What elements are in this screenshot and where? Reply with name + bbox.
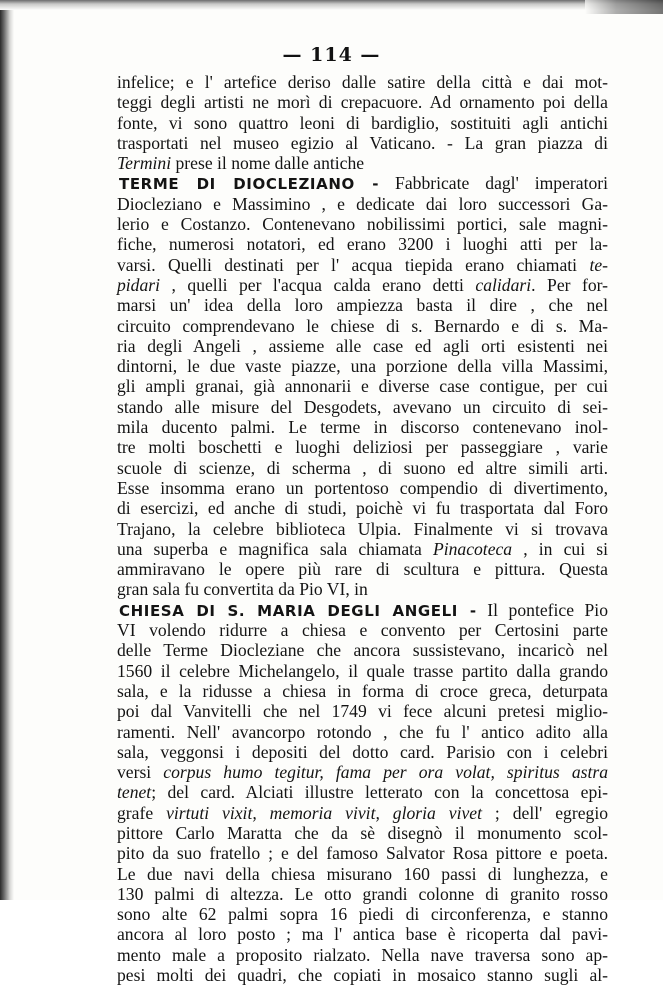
text-line: VI volendo ridurre a chiesa e convento per Certosini parte — [117, 620, 608, 641]
text-line: sono alte 62 palmi sopra 16 piedi di circonferenza, e stanno — [117, 904, 608, 925]
text-fragment: una superba e magnifica sala chiamata — [117, 538, 433, 559]
text-line: ammiravano le opere più rare di scultura e pittura. Questa — [117, 559, 608, 580]
italic-term: Termini — [117, 153, 172, 174]
text-fragment: ; dell' egregio — [481, 802, 609, 823]
page-number: — 114 — — [282, 44, 381, 66]
text-line — [117, 762, 608, 782]
text-line: ramenti. Nell' avancorpo rotondo , che fu l' antico adito alla — [117, 721, 608, 742]
text-line: gran sala fu convertita da Pio VI, in — [117, 579, 368, 600]
text-line: circuito comprendevano le chiese di s. Bernardo e di s. Ma- — [117, 315, 608, 336]
italic-quote: virtuti vixit, memoria vivit, gloria vivet — [166, 802, 482, 823]
text-line — [117, 173, 608, 193]
text-line: pittore Carlo Maratta che da sè disegnò il monumento scol- — [117, 822, 608, 843]
text-line: trasportati nel museo egizio al Vaticano. - La gran piazza di — [117, 132, 608, 153]
text-fragment: , in cui si — [512, 538, 608, 559]
italic-quote: tenet — [117, 782, 152, 803]
text-fragment: Fabbricate dagl' imperatori — [379, 173, 609, 194]
text-line — [117, 539, 608, 559]
text-line: ria degli Angeli , assieme alle case ed agli orti esistenti nei — [117, 335, 608, 356]
text-line: Le due navi della chiesa misurano 160 passi di lunghezza, e — [117, 863, 608, 884]
text-line: gli ampli granai, già annonarii e diverse case contigue, per cui — [117, 376, 608, 397]
text-line: stando alle misure del Desgodets, avevano un circuito di sei- — [117, 396, 608, 417]
italic-term: calidari — [475, 274, 532, 295]
text-fragment: Il pontefice Pio — [476, 599, 608, 620]
text-fragment: . Per for- — [531, 274, 608, 295]
section-heading-chiesa: CHIESA DI S. MARIA DEGLI ANGELI - — [119, 601, 477, 620]
text-line: delle Terme Diocleziane che ancora sussistevano, incaricò nel — [117, 640, 608, 661]
scan-corner-mark — [585, 0, 663, 14]
text-fragment: grafe — [117, 802, 167, 823]
text-line: 1560 il celebre Michelangelo, il quale trasse partito dalla grando — [117, 660, 608, 681]
italic-term: Pinacoteca — [432, 538, 513, 559]
text-line: teggi degli artisti ne morì di crepacuore. Ad ornamento poi della — [117, 92, 608, 113]
italic-term: pidari — [117, 274, 161, 295]
text-line: mento male a proposito rialzato. Nella nave traversa sono ap- — [117, 944, 608, 965]
text-fragment: versi — [117, 762, 164, 783]
text-line: pito da suo fratello ; e del famoso Salvator Rosa pittore e poeta. — [117, 843, 608, 864]
text-line: dintorni, le due vaste piazze, una porzione della villa Massimi, — [117, 356, 608, 377]
text-line — [117, 255, 608, 275]
page-top-shadow — [0, 0, 663, 10]
text-line: Diocleziano e Massimino , e dedicate dai loro successori Ga- — [117, 193, 608, 214]
text-line: infelice; e l' artefice deriso dalle satire della città e dai mot- — [117, 72, 608, 92]
text-line: lerio e Costanzo. Contenevano nobilissimi portici, sale magni- — [117, 214, 608, 235]
text-line: tre molti boschetti e luoghi deliziosi per passeggiare , varie — [117, 437, 608, 458]
text-line — [117, 275, 608, 295]
text-line: ancora al loro posto ; ma l' antica base è ricoperta dal pavi- — [117, 924, 608, 945]
section-heading-terme: TERME DI DIOCLEZIANO - — [119, 175, 380, 194]
text-fragment: prese il nome dalle antiche — [171, 153, 365, 174]
text-fragment: varsi. Quelli destinati per l' acqua tiepida erano chiamati — [117, 254, 590, 275]
text-line: 130 palmi di altezza. Le otto grandi colonne di granito rosso — [117, 883, 608, 904]
text-line: fonte, vi sono quattro leoni di bardiglio, sostituiti agli antichi — [117, 112, 608, 133]
italic-term: te- — [589, 254, 608, 275]
page-gutter-shadow — [0, 0, 14, 900]
text-line — [117, 153, 608, 173]
text-line: sala, e la ridusse a chiesa in forma di croce greca, deturpata — [117, 680, 608, 701]
text-fragment: , quelli per l'acqua calda erano detti — [160, 274, 476, 295]
text-line — [117, 803, 608, 823]
text-line: Esse insomma erano un portentoso compendio di divertimento, — [117, 477, 608, 498]
text-line: mila ducento palmi. Le terme in discorso contenevano inol- — [117, 417, 608, 438]
text-line: marsi un' idea della loro ampiezza basta il dire , che nel — [117, 295, 608, 316]
text-line: sala, veggonsi i depositi del dotto card. Parisio con i celebri — [117, 741, 608, 762]
text-fragment: ; del card. Alciati illustre letterato con la concettosa epi- — [151, 782, 608, 803]
body-text — [117, 72, 608, 985]
text-line: scuole di scienze, di scherma , di suono ed altre simili arti. — [117, 457, 608, 478]
italic-quote: corpus humo tegitur, fama per ora volat, spiritus astra — [163, 762, 608, 783]
text-line: poi dal Vanvitelli che nel 1749 vi fece alcuni pretesi miglio- — [117, 701, 608, 722]
text-line: di esercizi, ed anche di studi, poichè vi fu trasportata dal Foro — [117, 498, 608, 519]
text-line: Trajano, la celebre biblioteca Ulpia. Finalmente vi si trovava — [117, 518, 608, 539]
text-line: pesi molti dei quadri, che copiati in mosaico stanno sugli al- — [117, 965, 608, 985]
text-line — [117, 782, 608, 802]
text-line — [117, 600, 608, 620]
text-line: fiche, numerosi notatori, ed erano 3200 i luoghi atti per la- — [117, 234, 608, 255]
